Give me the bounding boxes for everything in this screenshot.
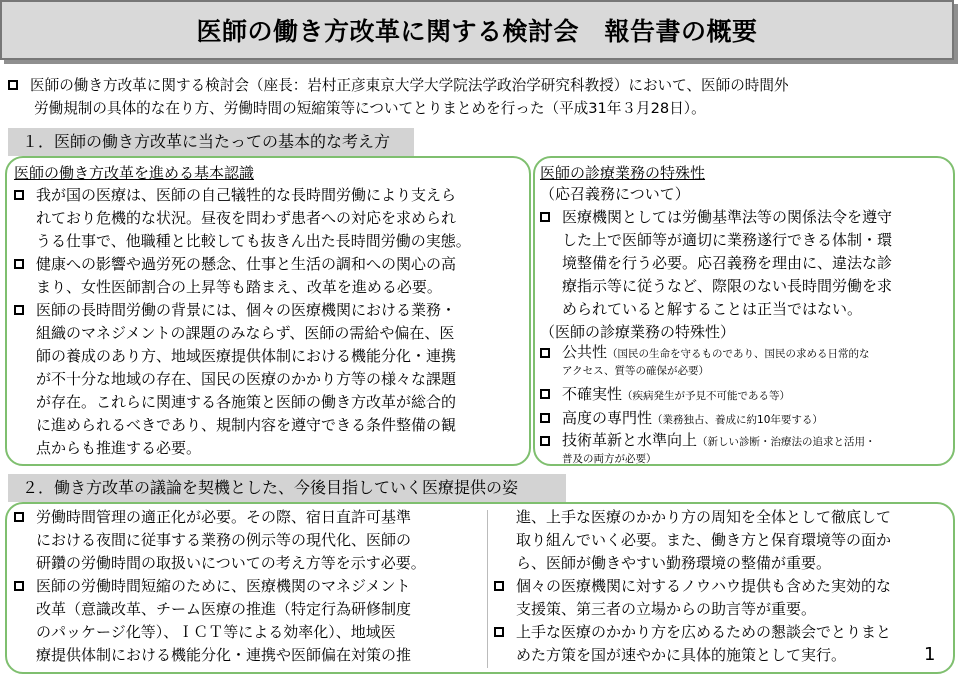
- text-line: 医師の長時間労働の背景には、個々の医療機関における業務・: [36, 301, 457, 319]
- text-line: 取り組んでいく必要。また、働き方と保育環境等の面か: [516, 531, 892, 549]
- text-line: 研鑽の労働時間の取扱いについての考え方等を示す必要。: [36, 554, 426, 572]
- section2-right-column: [494, 506, 950, 667]
- text-line: れており危機的な状況。昼夜を問わず患者への対応を求められ: [36, 209, 457, 227]
- text-line: 点からも推進する必要。: [36, 439, 202, 457]
- intro-line-2: 労働規制の具体的な在り方、労働時間の短縮策等についてとりまとめを行った（平成31年３月28日）。: [34, 100, 706, 117]
- feature-note: （国民の生命を守るものであり、国民の求める日常的な: [607, 348, 870, 360]
- checkbox-bullet-icon: [494, 581, 504, 591]
- section2-header: ２．働き方改革の議論を契機とした、今後目指していく医療提供の姿: [8, 474, 566, 502]
- text-line: 医療機関としては労働基準法等の関係法令を遵守: [562, 208, 893, 226]
- feature-note: 普及の両方が必要）: [562, 453, 657, 465]
- intro-block: [8, 74, 950, 120]
- intro-line-1: 医師の働き方改革に関する検討会（座長：岩村正彦東京大学大学院法学政治学研究科教授）において、医師の時間外: [30, 77, 789, 94]
- text-line: うる仕事で、他職種と比較しても抜きん出た長時間労働の実態。: [36, 232, 471, 250]
- list-item: [14, 184, 526, 253]
- column-divider: [487, 510, 488, 668]
- title-banner: [0, 0, 954, 60]
- basic-recognition-title: 医師の働き方改革を進める基本認識: [14, 164, 255, 182]
- text-line: められていると解することは正当ではない。: [562, 300, 863, 318]
- checkbox-bullet-icon: [14, 512, 24, 522]
- section2-left-column: [14, 506, 482, 667]
- text-line: 支援策、第三者の立場からの助言等が重要。: [516, 600, 817, 618]
- list-item: [14, 253, 526, 299]
- checkbox-bullet-icon: [540, 413, 550, 423]
- text-line: が存在。これらに関連する各施策と医師の働き方改革が総合的: [36, 393, 457, 411]
- text-line: 療提供体制における機能分化・連携や医師偏在対策の推: [36, 646, 412, 664]
- page-title: 医師の働き方改革に関する検討会 報告書の概要: [196, 17, 758, 46]
- text-line: した上で医師等が適切に業務遂行できる体制・環: [562, 231, 893, 249]
- text-line: 上手な医療のかかり方を広めるための懇談会でとりまと: [516, 623, 892, 641]
- feature-item: [540, 432, 950, 468]
- checkbox-bullet-icon: [494, 627, 504, 637]
- checkbox-bullet-icon: [14, 259, 24, 269]
- continued-item: [494, 506, 950, 575]
- text-line: 師の養成のあり方、地域医療提供体制における機能分化・連携: [36, 347, 457, 365]
- text-line: 組織のマネジメントの課題のみならず、医師の需給や偏在、医: [36, 324, 455, 342]
- checkbox-bullet-icon: [14, 305, 24, 315]
- checkbox-bullet-icon: [540, 348, 550, 358]
- specialty-title: 医師の診療業務の特殊性: [540, 164, 706, 182]
- text-line: 療指示等に従うなど、際限のない長時間労働を求: [562, 277, 893, 295]
- text-line: 境整備を行う必要。応召義務を理由に、違法な診: [562, 254, 893, 272]
- medical-practice-specialty-content: [540, 162, 950, 468]
- text-line: に進められるべきであり、規制内容を遵守できる条件整備の観: [36, 416, 457, 434]
- list-item: [494, 621, 950, 667]
- feature-label: 公共性: [562, 343, 608, 361]
- text-line: 進、上手な医療のかかり方の周知を全体として徹底して: [516, 508, 892, 526]
- list-item: [14, 575, 482, 667]
- text-line: 健康への影響や過労死の懸念、仕事と生活の調和への関心の高: [36, 255, 457, 273]
- list-item: [14, 506, 482, 575]
- text-line: 我が国の医療は、医師の自己犠牲的な長時間労働により支えら: [36, 186, 457, 204]
- feature-label: 不確実性: [562, 385, 623, 403]
- checkbox-bullet-icon: [8, 80, 18, 90]
- text-line: 改革（意識改革、チーム医療の推進（特定行為研修制度: [36, 600, 412, 618]
- feature-label: 高度の専門性: [562, 409, 653, 427]
- checkbox-bullet-icon: [14, 581, 24, 591]
- basic-recognition-content: [14, 162, 526, 460]
- text-line: 医師の労働時間短縮のために、医療機関のマネジメント: [36, 577, 411, 595]
- feature-item: [540, 408, 950, 430]
- text-line: 個々の医療機関に対するノウハウ提供も含めた実効的な: [516, 577, 892, 595]
- specialty-subheading: （医師の診療業務の特殊性）: [540, 323, 736, 341]
- text-line: における夜間に従事する業務の例示等の現代化、医師の: [36, 531, 412, 549]
- feature-note: アクセス、質等の確保が必要）: [562, 365, 709, 377]
- list-item: [540, 206, 950, 321]
- text-line: のパッケージ化等）、ＩＣＴ等による効率化）、地域医: [36, 623, 396, 641]
- text-line: めた方策を国が速やかに具体的施策として実行。: [516, 646, 847, 664]
- text-line: が不十分な地域の存在、国民の医療のかかり方等の様々な課題: [36, 370, 457, 388]
- checkbox-bullet-icon: [14, 190, 24, 200]
- feature-label: 技術革新と水準向上: [562, 431, 698, 449]
- feature-item: [540, 384, 950, 406]
- feature-note: （業務独占、養成に約10年要する）: [652, 414, 823, 426]
- checkbox-bullet-icon: [540, 212, 550, 222]
- checkbox-bullet-icon: [540, 389, 550, 399]
- obligation-subheading: （応召義務について）: [540, 185, 690, 203]
- text-line: まり、女性医師割合の上昇等も踏まえ、改革を進める必要。: [36, 278, 442, 296]
- page-number: 1: [924, 644, 936, 665]
- feature-note: （疾病発生が予見不可能である等）: [622, 390, 791, 402]
- feature-note: （新しい診断・治療法の追求と活用・: [697, 436, 876, 448]
- section1-header: １．医師の働き方改革に当たっての基本的な考え方: [8, 128, 414, 156]
- text-line: 労働時間管理の適正化が必要。その際、宿日直許可基準: [36, 508, 412, 526]
- text-line: ら、医師が働きやすい勤務環境の整備が重要。: [516, 554, 832, 572]
- list-item: [14, 299, 526, 460]
- list-item: [494, 575, 950, 621]
- checkbox-bullet-icon: [540, 436, 550, 446]
- feature-item: [540, 344, 950, 380]
